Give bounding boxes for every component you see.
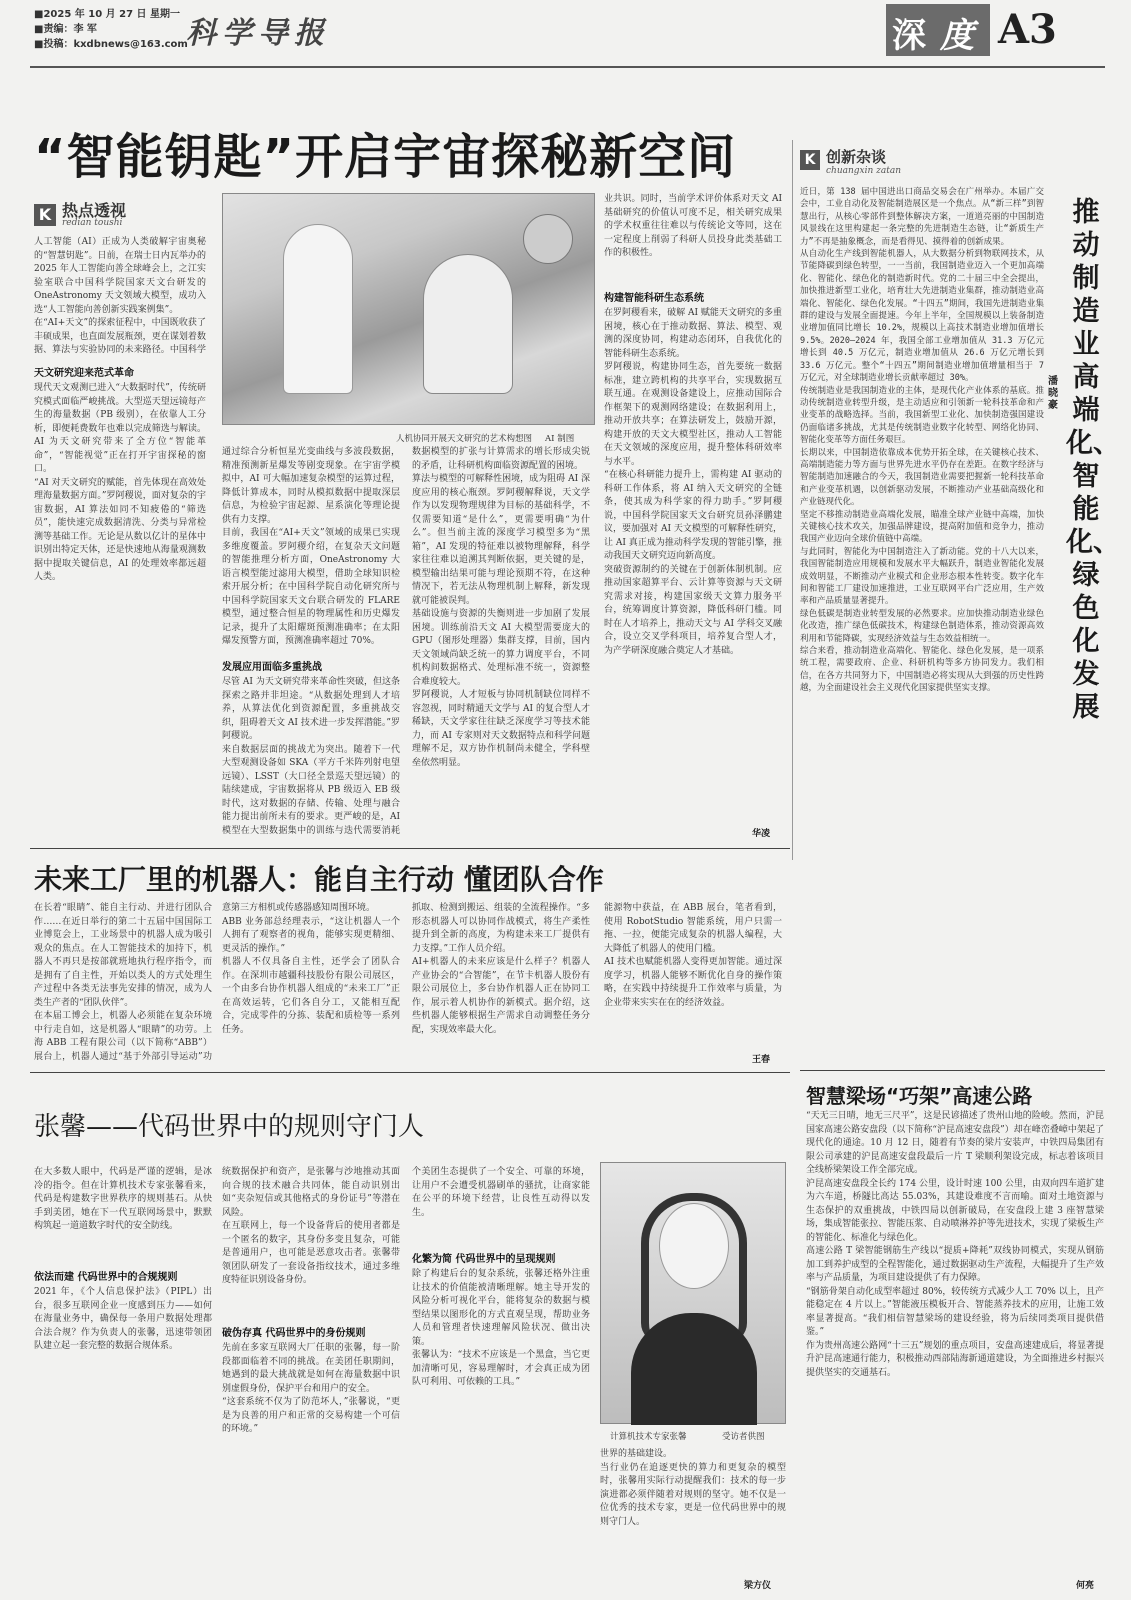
- article3-rule: [30, 1072, 790, 1073]
- illustration-image: [222, 193, 595, 425]
- sidebar-logo-icon: K: [800, 150, 820, 170]
- article3-col3b-text: 除了构建后台的复杂系统，张馨还格外注重让技术的价值能被清晰理解。她主导开发的风险分析可视化平台，能将复杂的数据与模型结果以图形化的方式直观呈现，帮助业务人员和管理者快速理解风险状况、做出决策。 张馨认为：“技术不应该是一个黑盒，当它更加清晰可见，容易理解时，才会真正成为团队可利用、可依赖的工具。”: [412, 1269, 590, 1387]
- sidebar-column-pinyin: chuangxin zatan: [826, 166, 902, 176]
- main-subhead-1: 天文研究迎来范式革命: [34, 368, 134, 379]
- article3-subhead-2: 破伪存真 代码世界中的身份规则: [222, 1328, 366, 1339]
- masthead-date: ■2025 年 10 月 27 日 星期一: [34, 9, 181, 20]
- image-caption: 人机协同开展天文研究的艺术构想图: [396, 434, 533, 444]
- sidebar-column-label: 创新杂谈: [826, 148, 887, 166]
- article3-col3-text: 个美团生态提供了一个安全、可靠的环境，让用户不会遭受机器刷单的骚扰，让商家能在公平的环境下经营，让良性互动得以发生。: [412, 1167, 590, 1218]
- article3-subhead-3: 化繁为简 代码世界中的呈现规则: [412, 1254, 556, 1265]
- masthead-email: ■投稿：kxdbnews@163.com: [34, 39, 188, 50]
- page-number: A3: [998, 6, 1057, 53]
- sidebar-text: 近日，第 138 届中国进出口商品交易会在广州举办。本届广交会中，工业自动化及智能制造展区是一个焦点。从“新三样”到智慧出行，从核心零部件到整体解决方案，一道道亮丽的中国制造风景线在这里构建起一条完整的先进制造生态链，让“新质生产力”不再是抽象概念，而是看得见、摸得着的创新成果。 从自动化生产线到智能机器人，从大数据分析到物联网技术，从节能降碳到绿色转型，一一当前，我国制造业迈入一个更加高端化、智能化、绿色化的制造新时代。党的二十届三中全会提出，加快推进新型工业化，培育壮大先进制造业集群，推动制造业高端化、智能化、绿色化发展。“十四五”期间，我国先进制造业集群的建设与发展全面提速。今年上半年，全国规模以上装备制造业增加值同比增长 10.2%，规模以上高技术制造业增加值增长 9.5%。2020—2024 年，我国全部工业增加值从 31.3 万亿元增长到 40.5 万亿元，制造业增加值从 26.6 万亿元增长到 33.6 万亿元。整个“十四五”期间制造业增加值增量相当于 7 万亿元，对全球制造业增长贡献率超过 30%。 传统制造业是我国制造业的主体，是现代化产业体系的基底。推动传统制造业转型升级，是主动适应和引领新一轮科技革命和产业变革的战略选择。当前，我国新型工业化、加快制造强国建设仍面临诸多挑战，尤其是传统制造业数字化转型、网络化协同、智能化变革等方面任务艰巨。 长期以来，中国制造依靠成本优势开拓全球，在关键核心技术、高端制造能力等方面与世界先进水平仍存在差距。在数字经济与智能制造加速融合的今天，我国制造业需要把握新一轮科技革命和产业变革机遇，以创新驱动发展，不断推动产业基础高级化和产业链现代化。 坚定不移推动制造业高端化发展，瞄准全球产业链中高端，加快关键核心技术攻关，加强品牌建设，提高附加值和竞争力，推动我国产业迈向全球价值链中高端。 与此同时，智能化为中国制造注入了新动能。党的十八大以来，我国智能制造应用规模和发展水平大幅跃升，制造业智能化发展成效明显，不断推动产业模式和企业形态根本性转变。数字化车间和智能工厂建设加速推进，工业互联网平台广泛应用，生产效率和产品质量显著提升。 绿色低碳是制造业转型发展的必然要求。应加快推动制造业绿色化改造，推广绿色低碳技术，构建绿色制造体系，推动资源高效利用和节能降碳，实现经济效益与生态效益相统一。 综合来看，推动制造业高端化、智能化、绿色化发展，是一项系统工程，需要政府、企业、科研机构等多方协同发力。我们相信，在各方共同努力下，中国制造必将实现从大到强的历史性跨越，为全面建设社会主义现代化国家提供坚实支撑。: [800, 187, 1044, 694]
- sidebar-divider: [792, 140, 793, 860]
- article2-col1-text: 在长着“眼睛”、能自主行动、并进行团队合作……在近日举行的第二十五届中国国际工业博览会上，工业场景中的机器人成为吸引观众的焦点。在人工智能技术的加持下，机器人不再只是按部就班地执行程序指令，而是拥有了自主性，开始以类人的方式处理生产过程中各类无法事先安排的情况，成为人类生产者的“团队伙伴”。 在本届工博会上，机器人必须能在复杂环境中行走自如，这是机器人“眼睛”的功劳。上海 ABB 工程有限公司（以下简称“ABB”）展台上，机器人通过“基于外部引导运动”功: [34, 903, 212, 1062]
- main-col3-text: 数据模型的扩张与计算需求的增长形成尖锐的矛盾，让科研机构面临资源配置的困境。 算法与模型的可解释性困境，成为阻碍 AI 深度应用的核心瓶颈。罗阿稷解释说，天文学作为以发现物理规律为目标的基础科学，不仅需要知道“是什么”，更需要明确“为什么”。但当前主流的深度学习模型多为“黑箱”，AI 发现的特征难以被物理解释，科学家往往难以追溯其判断依据，更关键的是，模型输出结果可能与理论预期不符，在这种情况下，若无法从物理机制上解释，新发现就可能被误判。 基础设施与资源的失衡则进一步加剧了发展困境。训练前沿天文 AI 大模型需要庞大的 GPU（图形处理器）集群支撑，目前，国内天文领域尚缺乏统一的算力调度平台，不同机构间数据格式、处理标准不统一，资源整合难度较大。 罗阿稷说，人才短板与协同机制缺位同样不容忽视，同时精通天文学与 AI 的复合型人才稀缺，天文学家往往缺乏深度学习等技术能力，而 AI 专家则对天文数据特点和科学问题理解不足，双方协作机制尚未健全，学科壁垒依然明显。: [412, 447, 590, 768]
- article3-col2b-text: 先前在多家互联网大厂任职的张馨，每一阶段都面临着不同的挑战。在美团任职期间，她遇到的最大挑战就是如何在海量数据中识别虚假身份，保护平台和用户的安全。 “这套系统不仅为了防范坏人，”张馨说，“更是为良善的用户和正常的交易构建一个可信的环境。”: [222, 1343, 400, 1434]
- article3-subhead-1: 依法而建 代码世界中的合规规则: [34, 1272, 178, 1283]
- article4-text: “天无三日晴，地无三尺平”，这是民谚描述了贵州山地的险峻。然而，沪昆国家高速公路安盘段（以下简称“沪昆高速安盘段”）却在峰峦叠嶂中架起了现代化的通途。10 月 12 日，随着有节奏的梁片安装声，中铁四局集团有限公司承建的沪昆高速安盘段最后一片 T 梁顺利架设完成，标志着该项目全线桥梁架设工作全部完成。 沪昆高速安盘段全长约 174 公里，设计时速 100 公里，由双向四车道扩建为六车道，桥隧比高达 55.03%，其建设难度不言而喻。面对土地资源与生态保护的双重挑战，中铁四局以创新破局，在安盘段上建 3 座智慧梁场，集成智能张拉、智能压浆、自动喷淋养护等先进技术，实现了梁板生产的智能化、标准化与绿色化。 高速公路 T 梁智能钢筋生产线以“提质+降耗”双线协同模式，实现从钢筋加工到养护成型的全程智能化，通过数据驱动生产流程，大幅提升了生产效率与产品质量，为项目建设提供了有力保障。 “钢筋骨架自动化成型率超过 80%，较传统方式减少人工 70% 以上，且产能稳定在 4 片以上。”智能液压模板开合、智能蒸养技术的应用，让施工效率显著提高。“我们相信智慧梁场的建设经验，将为后续同类项目提供借鉴。” 作为贵州高速公路网“十三五”规划的重点项目，安盘高速建成后，将显著提升沪昆高速通行能力，积极推动西部陆海新通道建设，为全面推进乡村振兴提供坚实的交通基石。: [806, 1111, 1104, 1378]
- article2-rule: [30, 848, 790, 849]
- paper-name: 科学导报: [186, 16, 330, 51]
- portrait-credit: 受访者供图: [722, 1432, 765, 1442]
- article4-headline: 智慧梁场“巧架”高速公路: [806, 1084, 1033, 1108]
- article2-author: 王春: [752, 1055, 771, 1065]
- sidebar-title: 推动制造业高端化、智能化、绿色化发展: [1066, 197, 1120, 723]
- main-col4b-text: 在罗阿稷看来，破解 AI 赋能天文研究的多重困境，核心在于推动数据、算法、模型、观测的深度协同，构建动态闭环，自我优化的智能科研生态系统。 罗阿稷说，构建协同生态，首先要统一数据标准，建立跨机构的共享平台，实现数据互联互通。在观测设备建设上，应推动国际合作框架下的观测网络建设；在数据利用上，推动开放共享；在算法研发上，鼓励开源，构建开放的天文大模型社区，推动人工智能在天文领域的深度应用，提升整体科研效率与水平。 “在核心科研能力提升上，需构建 AI 驱动的科研工作体系，将 AI 纳入天文研究的全链条，使其成为科学家的得力助手。”罗阿稷说，中国科学院国家天文台研究员孙泽鹏建议，要加强对 AI 天文模型的可解释性研究，让 AI 真正成为推动科学发现的智能引擎，推动我国天文研究迈向新高度。 突破资源制约的关键在于创新体制机制。应推动国家超算平台、云计算等资源与天文研究需求对接，构建国家级天文算力服务平台，统筹调度计算资源，降低科研门槛。同时在人才培养上，推动天文与 AI 学科交叉融合，设立交叉学科项目，培养复合型人才，为产学研深度融合奠定人才基础。: [604, 308, 782, 656]
- section-label-a: 深: [892, 16, 926, 56]
- article3-col1-text: 在大多数人眼中，代码是严谨的逻辑，是冰冷的指令。但在计算机技术专家张馨看来，代码是构建数字世界秩序的规则基石。从快手到美团，她在下一代互联网场景中，默默构筑起一道道数字时代的安全防线。: [34, 1167, 212, 1231]
- article2-col3-text: 抓取、检测到搬运、组装的全流程操作。“多形态机器人可以协同作战模式，将生产柔性提升到全新的高度，为构建未来工厂提供有力支撑。”工作人员介绍。 AI+机器人的未来应该是什么样子？机器人产业协会的“合智能”，在节卡机器人股份有限公司展位上，多台协作机器人正在协同工作，展示着人机协作的新模式。据介绍，这些机器人能够根据生产需求自动调整任务分配，实现效率最大化。: [412, 903, 590, 1035]
- main-author: 华凌: [752, 829, 771, 839]
- portrait-photo: [600, 1162, 786, 1424]
- article3-col4-text: 世界的基础建设。 当行业仍在追逐更快的算力和更复杂的模型时，张馨用实际行动提醒我们：技术的每一步演进都必须伴随着对规则的坚守。她不仅是一位优秀的技术专家，更是一位代码世界中的规则守门人。: [600, 1449, 786, 1527]
- main-subhead-3: 构建智能科研生态系统: [604, 293, 704, 304]
- masthead-editor: ■责编：李 军: [34, 24, 97, 35]
- article2-headline: 未来工厂里的机器人：能自主行动 懂团队合作: [34, 863, 604, 896]
- main-headline: “智能钥匙”开启宇宙探秘新空间: [34, 129, 737, 185]
- section-label-b: 度: [940, 16, 974, 56]
- masthead-rule: [30, 66, 1105, 68]
- image-credit: AI 制图: [545, 434, 575, 444]
- article3-col2-text: 统数据保护和资产，是张馨与沙地推动其面向合规的技术融合共同体，能自动识别出如“夹杂短信或其他格式的身份证号”等潜在风险。 在互联网上，每一个设备背后的使用者都是一个匿名的数字，其身份多变且复杂，可能是普通用户，也可能是恶意攻击者。张馨带领团队研发了一套设备指纹技术，通过多维度特征识别设备身份。: [222, 1167, 400, 1285]
- article4-author: 何亮: [1076, 1581, 1095, 1591]
- article3-author: 梁方仪: [744, 1581, 772, 1591]
- column-label: 热点透视: [62, 201, 127, 220]
- column-pinyin: redian toushi: [62, 218, 123, 228]
- portrait-caption: 计算机技术专家张馨: [610, 1432, 687, 1442]
- article3-col1b-text: 2021 年，《个人信息保护法》（PIPL）出台，很多互联网企业一度感到压力——如何在海量业务中，确保每一条用户数据处理都合法合规？作为负责人的张馨，迅速带领团队建立起一套完整的数据合规体系。: [34, 1287, 212, 1351]
- main-subhead-2: 发展应用面临多重挑战: [222, 662, 322, 673]
- article2-col2-text: 意第三方相机或传感器感知周围环境。 ABB 业务部总经理表示，“这让机器人一个人拥有了观察者的视角，能够实现更精细、更灵活的操作。” 机器人不仅具备自主性，还学会了团队合作。在深圳市越疆科技股份有限公司展区，一个由多台协作机器人组成的“未来工厂”正在高效运转，它们各自分工，又能相互配合，完成零件的分拣、装配和质检等一系列任务。: [222, 903, 400, 1035]
- article2-col4-text: 能源物中获益，在 ABB 展台，笔者看到，使用 RobotStudio 智能系统，用户只需一拖、一拉，便能完成复杂的机器人编程，大大降低了机器人的使用门槛。 AI 技术也赋能机器人变得更加智能。通过深度学习，机器人能够不断优化自身的操作策略，在实践中持续提升工作效率与质量，为企业带来实实在在的经济效益。: [604, 903, 782, 1008]
- main-col2-text: 通过综合分析恒星光变曲线与多波段数据，精准预测新星爆发等剧变现象。在宇宙学模拟中，AI 可大幅加速复杂模型的运算过程，降低计算成本，同时从模拟数据中提取深层信息，为检验宇宙起源、星系演化等理论提供有力支撑。 目前，我国在“AI+天文”领域的成果已实现多维度覆盖。罗阿稷介绍，在复杂天文问题的智能推理分析方面，OneAstronomy 大语言模型能过滤用大模型，借助全球知识检索开展分析；在中国科学院自动化研究所与中国科学院国家天文台联合研发的 FLARE 模型，通过整合恒星的物理属性和历史爆发记录，提升了太阳耀斑预测准确率；在太阳爆发预警方面，预测准确率超过 70%。: [222, 447, 400, 646]
- main-col2b-text: 尽管 AI 为天文研究带来革命性突破，但这条探索之路并非坦途。“从数据处理到人才培养，从算法优化到资源配置，多重挑战交织，阻碍着天文 AI 技术进一步发挥潜能。”罗阿稷说。 来自数据层面的挑战尤为突出。随着下一代大型观测设备如 SKA（平方千米阵列射电望远镜）、LSST（大口径全景巡天望远镜）的陆续建成，宇宙数据将从 PB 级迈入 EB 级时代，这对数据的存储、传输、处理与融合能力提出前所未有的要求。更严峻的是，AI 模型在大型数据集中的训练与迭代需要消耗: [222, 677, 400, 836]
- article3-headline: 张馨——代码世界中的规则守门人: [34, 1112, 425, 1142]
- article4-rule: [800, 1070, 1105, 1071]
- sidebar-author: 潘晓豪: [1048, 376, 1058, 411]
- main-col4-text: 业共识。同时，当前学术评价体系对天文 AI 基础研究的价值认可度不足，相关研究成果的学术权重往往难以与传统论文等同，这在一定程度上削弱了科研人员投身此类基础工作的积极性。: [604, 194, 782, 258]
- main-col1-text: 人工智能（AI）正成为人类破解宇宙奥秘的“智慧钥匙”。日前，在瑞士日内瓦举办的 2025 年人工智能向善全球峰会上，之江实验室联合中国科学院国家天文台研发的 OneAstronomy 天文领域大模型，成功入选“人工智能向善创新实践案例集”。 在“AI+天文”的探索征程中，中国既收获了丰硕成果，也直面发展瓶颈，更在谋划着数据、算法与实验协同的未来路径。中国科学: [34, 237, 206, 355]
- column-logo-icon: K: [34, 204, 56, 226]
- main-col1b-text: 现代天文观测已进入“大数据时代”，传统研究模式面临严峻挑战。大型巡天望远镜每产生的海量数据（PB 级别），在依靠人工分析，即便耗费数年也难以完成筛选与解读。AI 为天文研究带来了全方位“智能革命”，“智能视觉”正在打开宇宙探秘的窗口。 “AI 对天文研究的赋能，首先体现在高效处理海量数据方面。”罗阿稷说，面对复杂的宇宙数据，AI 算法如同不知疲倦的“筛选员”，能快速完成数据清洗、分类与异常检测等基础工作。无论是从数以亿计的星体中识别出特定天体，还是快速地从海量观测数据中提取关键信息，AI 的处理效率都远超人类。: [34, 383, 206, 582]
